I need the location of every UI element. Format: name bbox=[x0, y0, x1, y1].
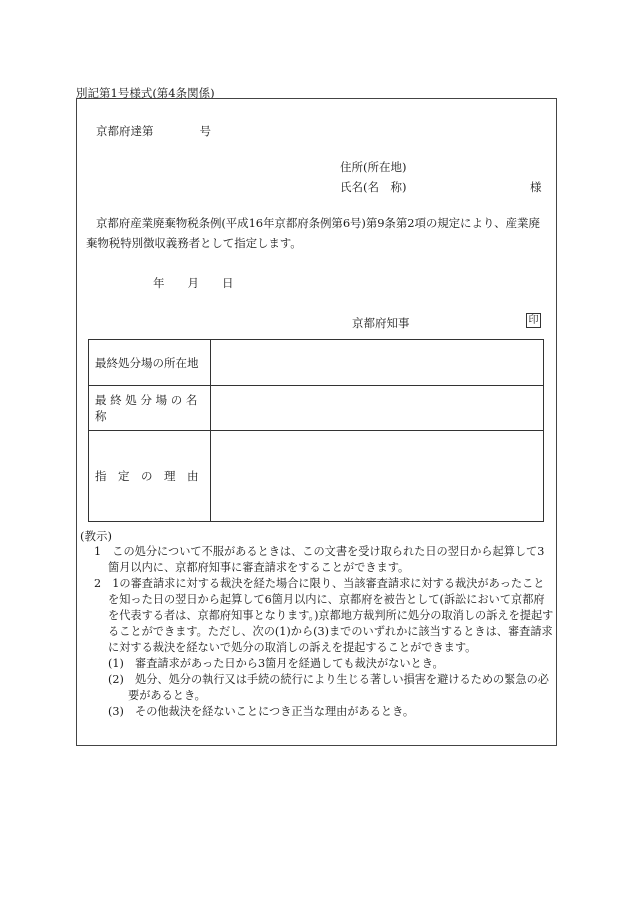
reason-label: 指 定 の 理 由 bbox=[89, 431, 211, 522]
document-number: 京都府達第 号 bbox=[96, 124, 211, 138]
notice-sub-2: (2) 処分、処分の執行又は手続の続行により生じる著しい損害を避けるための緊急の必要があるとき。 bbox=[108, 673, 549, 702]
date-line: 年 月 日 bbox=[153, 276, 234, 290]
details-table bbox=[88, 339, 544, 522]
table-row bbox=[89, 431, 544, 522]
site-name-label: 最 終 処 分 場 の 名 称 bbox=[89, 386, 211, 431]
location-value bbox=[211, 340, 544, 386]
name-label: 氏名(名 称) bbox=[340, 180, 407, 194]
notice-item-1: 1 この処分について不服があるときは、この文書を受け取られた日の翌日から起算して3箇月以内に、京都府知事に審査請求をすることができます。 bbox=[94, 545, 545, 574]
form-caption: 別記第1号様式(第4条関係) bbox=[76, 86, 215, 100]
address-label: 住所(所在地) bbox=[340, 160, 407, 174]
reason-value bbox=[211, 431, 544, 522]
notice-sub-3: (3) その他裁決を経ないことにつき正当な理由があるとき。 bbox=[108, 705, 415, 718]
location-label: 最終処分場の所在地 bbox=[89, 340, 211, 386]
notice-title: (教示) bbox=[80, 529, 112, 543]
notice-item-2: 2 1の審査請求に対する裁決を経た場合に限り、当該審査請求に対する裁決があったことを知った日の翌日から起算して6箇月以内に、京都府を被告として(訴訟において京都府を代表する者は、京都府知事となります。)京都地方裁判所に処分の取消しの訴えを提起することができます。ただし、次の(1)から(3)までのいずれかに該当するときは、審査請求に対する裁決を経ないで処分の取消しの訴えを提起することができます。 bbox=[94, 577, 554, 654]
honorific: 様 bbox=[530, 180, 542, 194]
issuer-name: 京都府知事 bbox=[352, 316, 410, 330]
table-row bbox=[89, 340, 544, 386]
table-row bbox=[89, 386, 544, 431]
designation-text: 京都府産業廃棄物税条例(平成16年京都府条例第6号)第9条第2項の規定により、産業廃棄物税特別徴収義務者として指定します。 bbox=[86, 216, 540, 250]
site-name-value bbox=[211, 386, 544, 431]
notice-sub-1: (1) 審査請求があった日から3箇月を経過しても裁決がないとき。 bbox=[108, 657, 444, 670]
seal-mark: 印 bbox=[526, 313, 541, 328]
